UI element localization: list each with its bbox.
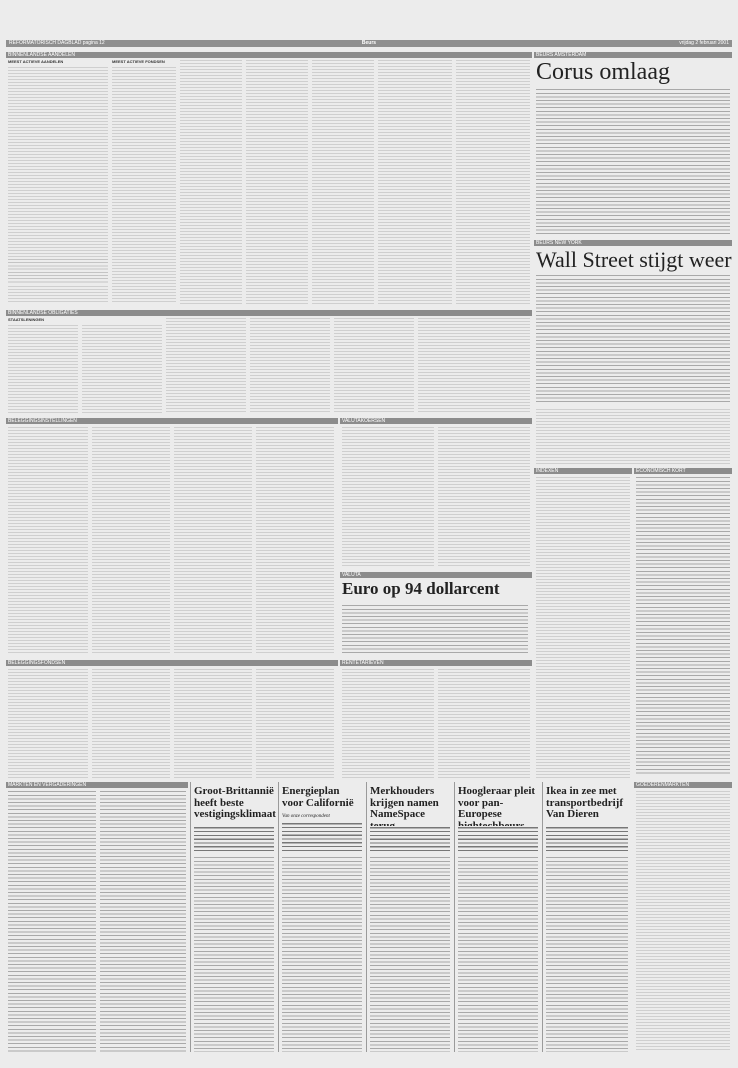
table-col-5 [312, 59, 374, 304]
page-header [6, 40, 732, 47]
table-bf-1 [8, 668, 88, 778]
economisch-body [636, 476, 730, 776]
section-economisch: ECONOMISCH KORT [634, 468, 732, 474]
lead-merk [370, 826, 450, 852]
headline-ikea: Ikea in zee met transportbedrijf Van Dieren [546, 785, 623, 821]
table-col-4 [246, 59, 308, 304]
section-renten: RENTETARIEVEN [340, 660, 532, 666]
lead-hoog [458, 826, 538, 852]
table-renten-2 [438, 668, 530, 778]
lead-ikea [546, 826, 628, 852]
table-bf-4 [256, 668, 334, 778]
section-beurs-amsterdam: BEURS AMSTERDAM [534, 52, 732, 58]
section-valutakoersen: VALUTAKOERSEN [340, 418, 532, 424]
headline-euro: Euro op 94 dollarcent [342, 579, 500, 598]
header-newspaper: REFORMATORISCH DAGBLAD pagina 12 [9, 40, 105, 46]
headline-merk: Merkhouders krijgen namen NameSpace [370, 785, 439, 821]
table-bel-1 [8, 426, 88, 654]
markten-col-2 [100, 790, 186, 1052]
divider [366, 782, 367, 1052]
section-obligaties: BINNENLANDSE OBLIGATIES [6, 310, 532, 316]
table-bel-3 [174, 426, 252, 654]
markten-col-1 [8, 790, 96, 1052]
header-date: vrijdag 2 februari 2001 [679, 40, 729, 46]
sub-meest-actieve: MEEST ACTIEVE AANDELEN [8, 59, 64, 64]
table-col-6 [378, 59, 452, 304]
table-valuta-2 [438, 426, 530, 566]
section-valuta: VALUTA [340, 572, 532, 578]
table-renten-1 [342, 668, 434, 778]
section-markten: MARKTEN EN VERGADERINGEN [6, 782, 188, 788]
table-obl-4 [250, 317, 330, 414]
article-ikea-body [546, 856, 628, 1052]
section-indexen: INDEXEN [534, 468, 632, 474]
table-obl-6 [418, 317, 530, 414]
table-fondsen [112, 66, 176, 304]
divider [190, 782, 191, 1052]
table-obl-2 [82, 324, 162, 414]
table-bel-4 [256, 426, 334, 654]
headline-wallstreet: Wall Street stijgt weer [536, 247, 732, 272]
header-section: Beurs [361, 40, 377, 46]
headline-gb: Groot-Brittannië heeft beste vestigingsklimaat [194, 785, 276, 821]
divider [454, 782, 455, 1052]
section-goederen: GOEDERENMARKTEN [634, 782, 732, 788]
headline-hoog: Hoogleraar pleit voor pan-Europese [458, 785, 536, 821]
sub-staatsleningen: STAATSLENINGEN [8, 317, 45, 322]
section-beleggingsfondsen: BELEGGINGSFONDSEN [6, 660, 338, 666]
article-gb-body [194, 856, 274, 1052]
sub-fondsen: MEEST ACTIEVE FONDSEN [112, 59, 165, 64]
article-corus-body [536, 88, 730, 236]
lead-gb [194, 826, 274, 852]
article-euro-body [342, 604, 528, 654]
lead-energie [282, 822, 362, 852]
section-beleggings: BELEGGINGSINSTELLINGEN [6, 418, 338, 424]
article-wallstreet-body [536, 274, 730, 404]
table-bel-2 [92, 426, 170, 654]
section-aandelen: BINNENLANDSE AANDELEN [6, 52, 532, 58]
headline-energie: Energieplan voor Californië [282, 785, 354, 809]
table-bf-2 [92, 668, 170, 778]
table-staats [8, 324, 78, 414]
footnote [8, 258, 108, 284]
table-obl-3 [166, 317, 246, 414]
article-merk-body [370, 856, 450, 1052]
table-indexen [536, 476, 630, 778]
table-valuta-1 [342, 426, 434, 566]
divider [542, 782, 543, 1052]
table-obl-5 [334, 317, 414, 414]
byline-energie: Van onze correspondent [282, 814, 330, 819]
table-bf-3 [174, 668, 252, 778]
table-goederen [636, 790, 730, 1052]
table-col-7 [456, 59, 530, 304]
table-ny [536, 408, 730, 464]
table-col-3 [180, 59, 242, 304]
divider [278, 782, 279, 1052]
article-hoog-body [458, 856, 538, 1052]
headline-corus: Corus omlaag [536, 59, 670, 85]
article-energie-body [282, 856, 362, 1052]
section-beurs-ny: BEURS NEW YORK [534, 240, 732, 246]
